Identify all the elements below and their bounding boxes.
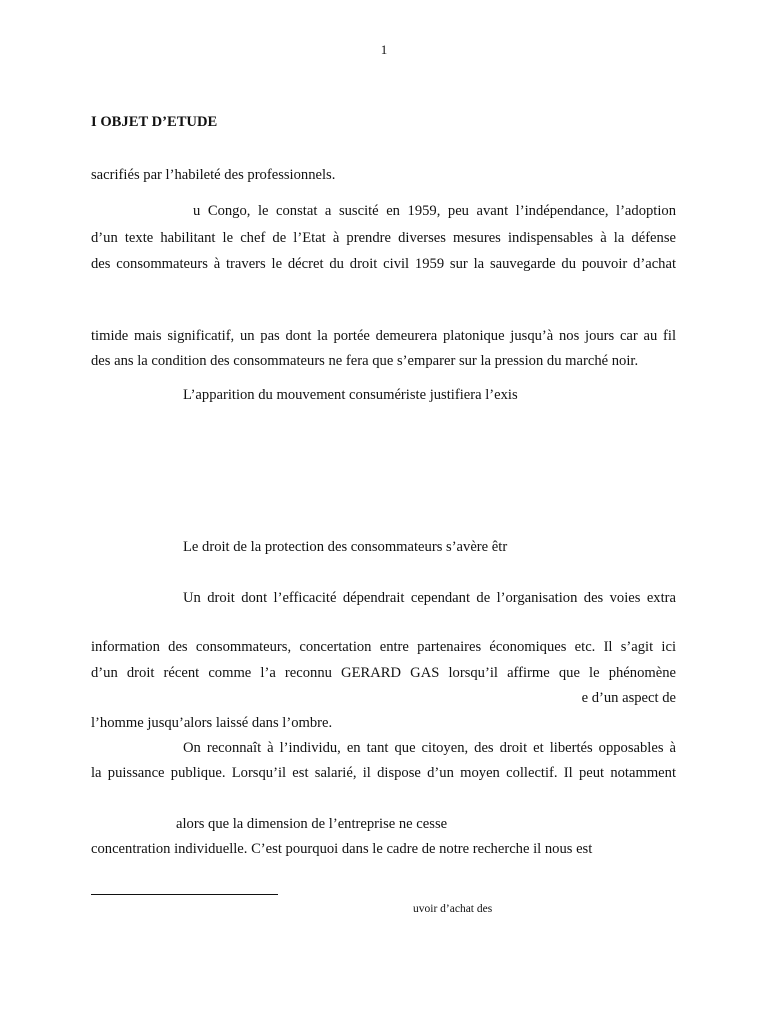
body-line-12: e d’un aspect de xyxy=(581,690,676,706)
footnote-text: uvoir d’achat des xyxy=(413,903,493,915)
body-line-8: Le droit de la protection des consommateurs s’avère êtr xyxy=(183,539,508,555)
body-line-13: l’homme jusqu’alors laissé dans l’ombre. xyxy=(91,715,333,731)
body-line-2: u Congo, le constat a suscité en 1959, peu avant l’indépendance, l’adoption xyxy=(193,203,676,219)
page-number: 1 xyxy=(380,42,388,57)
body-line-10: information des consommateurs, concertation entre partenaires économiques etc. Il s’agit ici xyxy=(91,639,676,655)
footnote-separator xyxy=(91,894,278,895)
section-heading: I OBJET D’ETUDE xyxy=(91,114,218,130)
body-line-4: des consommateurs à travers le décret du droit civil 1959 sur la sauvegarde du pouvoir d’achat xyxy=(91,256,676,272)
body-line-16: alors que la dimension de l’entreprise ne cesse xyxy=(176,816,448,832)
body-line-7: L’apparition du mouvement consumériste justifiera l’exis xyxy=(183,387,518,403)
body-line-11: d’un droit récent comme l’a reconnu GERARD GAS lorsqu’il affirme que le phénomène xyxy=(91,665,676,681)
body-line-6: des ans la condition des consommateurs ne fera que s’emparer sur la pression du marché noir. xyxy=(91,353,639,369)
body-line-9: Un droit dont l’efficacité dépendrait cependant de l’organisation des voies extra xyxy=(183,590,676,606)
body-line-14: On reconnaît à l’individu, en tant que citoyen, des droit et libertés opposables à xyxy=(183,740,676,756)
body-line-1: sacrifiés par l’habileté des professionnels. xyxy=(91,167,336,183)
body-line-15: la puissance publique. Lorsqu’il est salarié, il dispose d’un moyen collectif. Il peut notamment xyxy=(91,765,676,781)
body-line-3: d’un texte habilitant le chef de l’Etat à prendre diverses mesures indispensables à la défense xyxy=(91,230,676,246)
body-line-17: concentration individuelle. C’est pourquoi dans le cadre de notre recherche il nous est xyxy=(91,841,593,857)
body-line-5: timide mais significatif, un pas dont la portée demeurera platonique jusqu’à nos jours car au fil xyxy=(91,328,676,344)
